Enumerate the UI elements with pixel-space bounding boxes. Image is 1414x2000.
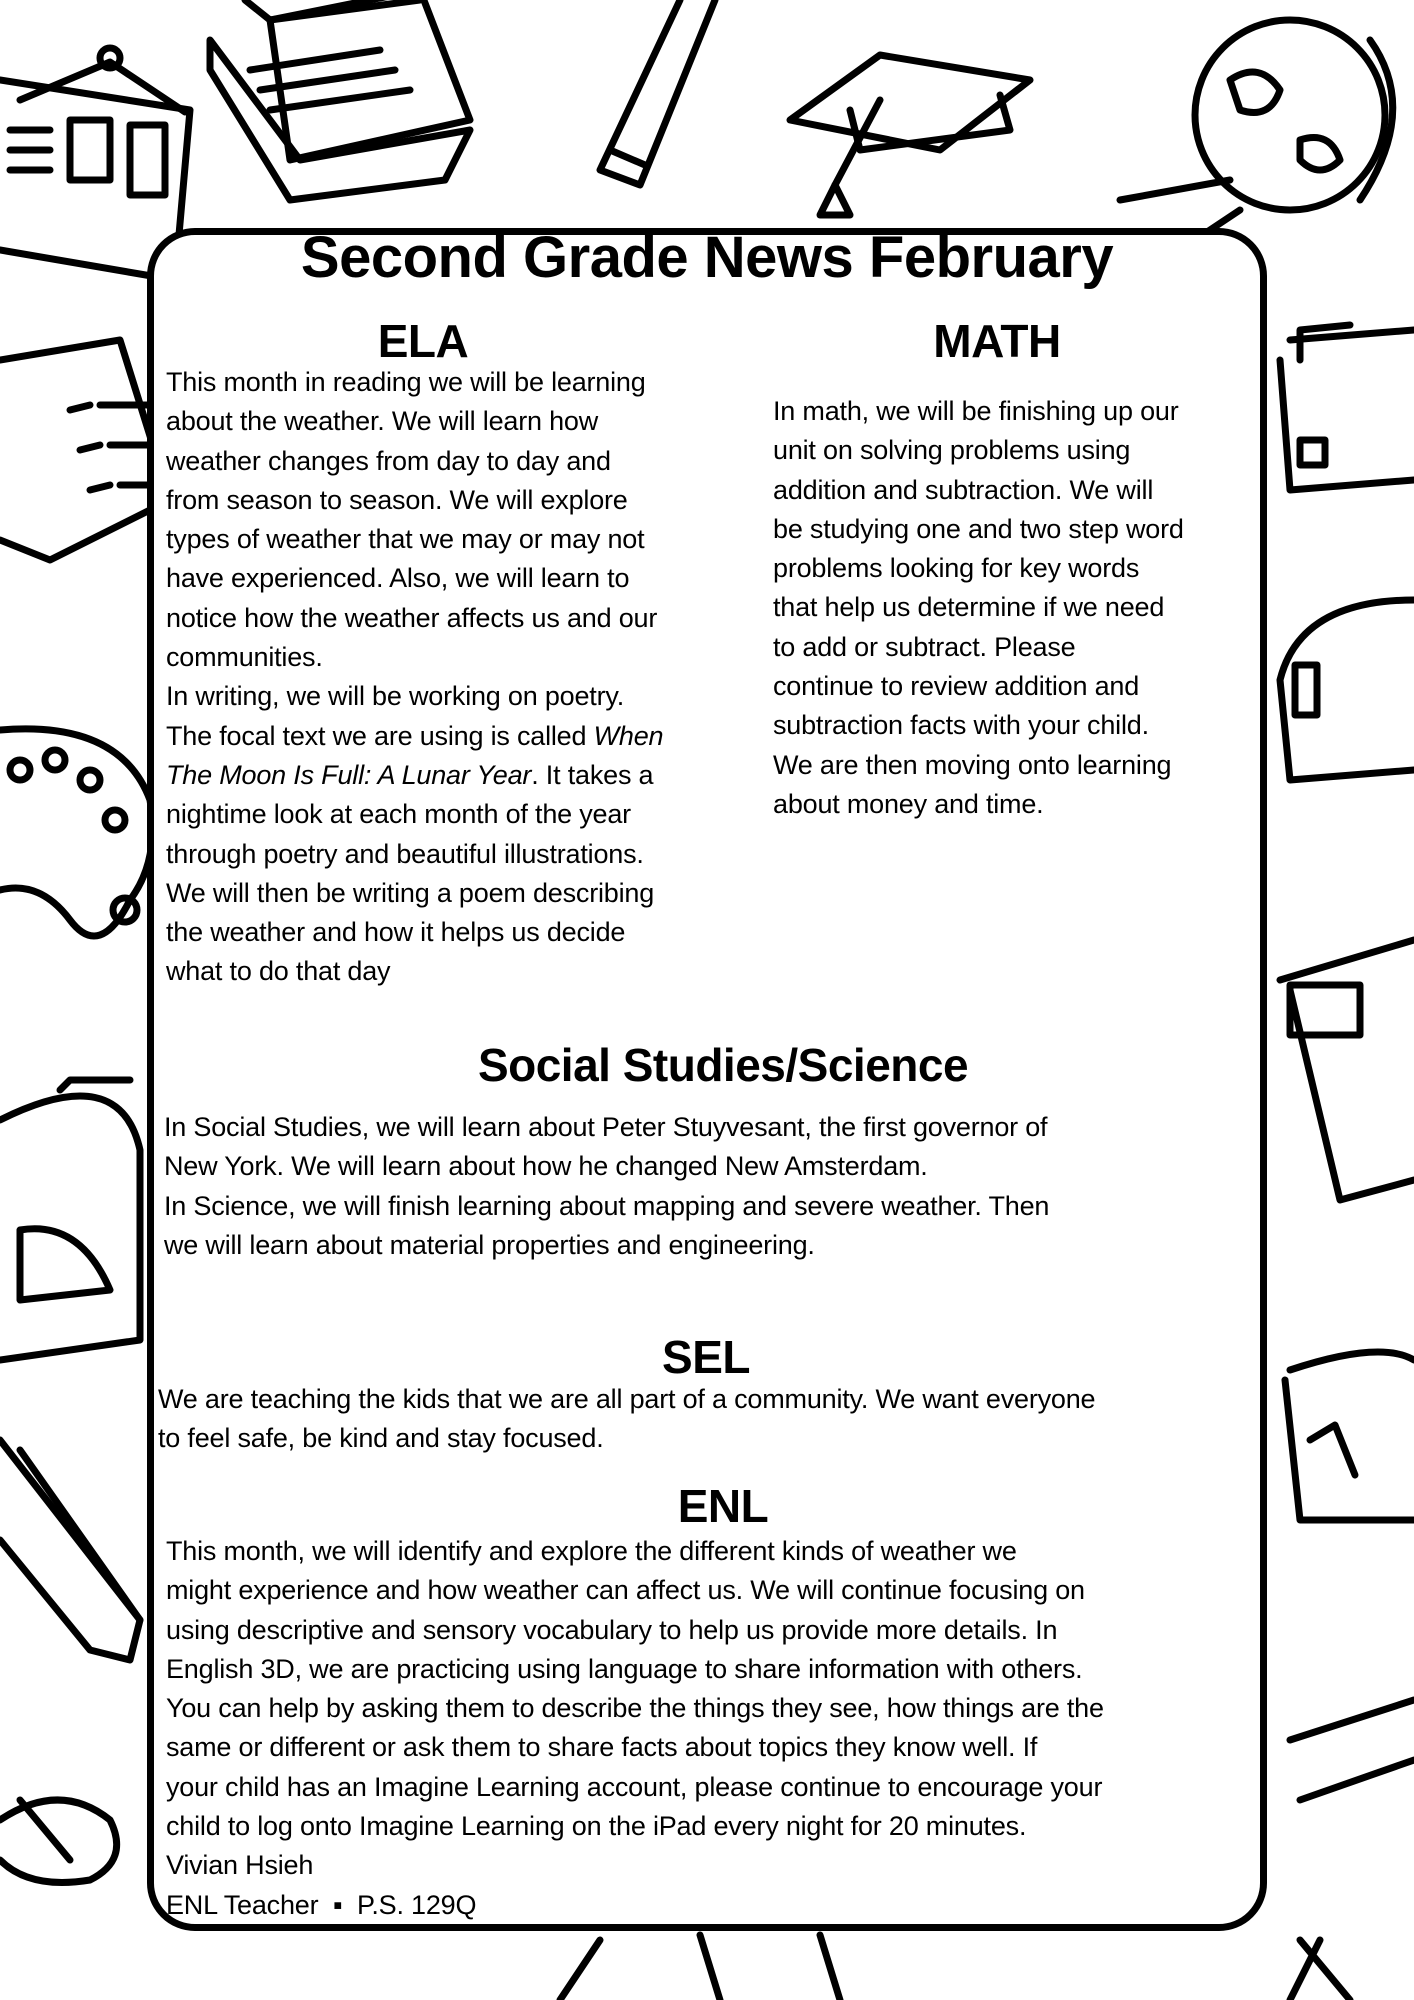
enl-line: You can help by asking them to describe the things they see, how things are the xyxy=(166,1693,1104,1724)
ela-line xyxy=(166,756,663,795)
telescope-icon xyxy=(1290,1700,1414,2000)
social-science-line: New York. We will learn about how he changed New Amsterdam. xyxy=(164,1151,928,1182)
math-line: addition and subtraction. We will xyxy=(773,474,1154,505)
enl-line: English 3D, we are practicing using language to share information with others. xyxy=(166,1653,1083,1684)
social-science-body xyxy=(164,1108,1049,1265)
laptop-icon xyxy=(210,0,470,200)
ela-line xyxy=(166,717,663,756)
math-line: be studying one and two step word xyxy=(773,513,1184,544)
ela-line: We will then be writing a poem describing xyxy=(166,877,655,908)
bullet-separator: ▪ xyxy=(333,1889,343,1920)
pencil-icon xyxy=(0,1440,140,1660)
enl-line: same or different or ask them to share facts about topics they know well. If xyxy=(166,1732,1038,1763)
math-line: to add or subtract. Please xyxy=(773,631,1076,662)
ela-line: what to do that day xyxy=(166,956,391,987)
sel-line: We are teaching the kids that we are all part of a community. We want everyone xyxy=(158,1384,1096,1414)
notebook-icon xyxy=(560,1935,840,2000)
math-line: problems looking for key words xyxy=(773,553,1140,584)
social-science-heading: Social Studies/Science xyxy=(477,1039,969,1091)
sel-line: to feel safe, be kind and stay focused. xyxy=(158,1423,604,1454)
globe-icon xyxy=(1120,20,1393,250)
social-science-line: In Social Studies, we will learn about Peter Stuyvesant, the first governor of xyxy=(164,1112,1048,1142)
book-icon xyxy=(1280,940,1414,1200)
backpack-icon xyxy=(1280,600,1414,780)
marker-icon xyxy=(600,0,715,185)
signature-name: Vivian Hsieh xyxy=(166,1850,314,1881)
enl-heading: ENL xyxy=(677,1480,769,1532)
math-line: subtraction facts with your child. xyxy=(773,710,1149,741)
social-science-line: In Science, we will finish learning about mapping and severe weather. Then xyxy=(164,1190,1050,1221)
ela-line: In writing, we will be working on poetry. xyxy=(166,681,624,712)
enl-line: your child has an Imagine Learning account, please continue to encourage your xyxy=(166,1771,1103,1802)
ela-line: nightime look at each month of the year xyxy=(166,799,631,830)
enl-line: using descriptive and sensory vocabulary to help us provide more details. In xyxy=(166,1614,1058,1645)
ela-line: notice how the weather affects us and our xyxy=(166,602,658,633)
enl-line: child to log onto Imagine Learning on the iPad every night for 20 minutes. xyxy=(166,1811,1027,1842)
ela-body xyxy=(166,363,663,992)
math-line: continue to review addition and xyxy=(773,671,1140,702)
math-line: unit on solving problems using xyxy=(773,435,1131,466)
signature-role: ENL Teacher xyxy=(166,1889,319,1920)
quiz-paper-icon xyxy=(0,340,170,560)
ela-line-text: . It takes a xyxy=(531,759,654,790)
scissors-icon xyxy=(0,1800,117,1883)
ela-line: through poetry and beautiful illustrations. xyxy=(166,838,644,869)
graduation-cap-icon xyxy=(790,55,1030,215)
math-line: that help us determine if we need xyxy=(773,592,1165,623)
social-science-line: we will learn about material properties and engineering. xyxy=(164,1229,815,1260)
book-title: The Moon Is Full: A Lunar Year xyxy=(166,759,532,790)
paint-palette-icon xyxy=(0,729,153,936)
enl-line: This month, we will identify and explore the different kinds of weather we xyxy=(166,1536,1017,1566)
ela-line: types of weather that we may or may not xyxy=(166,524,645,555)
math-line: about money and time. xyxy=(773,788,1044,819)
ela-line: about the weather. We will learn how xyxy=(166,406,599,437)
math-heading: MATH xyxy=(933,315,1061,367)
ela-heading: ELA xyxy=(377,315,469,367)
trophy-icon xyxy=(1285,1352,1414,1520)
briefcase-icon xyxy=(1280,325,1414,490)
signature-school: P.S. 129Q xyxy=(357,1889,477,1920)
ela-line-text: The focal text we are using is called xyxy=(166,720,587,751)
enl-line: might experience and how weather can affect us. We will continue focusing on xyxy=(166,1575,1085,1606)
ela-line: from season to season. We will explore xyxy=(166,484,628,515)
sel-body xyxy=(158,1380,1095,1459)
math-body xyxy=(773,392,1184,824)
signature-line xyxy=(166,1886,1104,1925)
lunchbox-icon xyxy=(0,1080,140,1360)
ela-line: weather changes from day to day and xyxy=(166,445,611,476)
math-line: In math, we will be finishing up our xyxy=(773,396,1179,426)
math-line: We are then moving onto learning xyxy=(773,749,1172,780)
sel-heading: SEL xyxy=(662,1331,750,1383)
ela-line: This month in reading we will be learning xyxy=(166,367,646,397)
book-title: When xyxy=(593,720,664,751)
enl-body xyxy=(166,1532,1104,1925)
page-title: Second Grade News February xyxy=(300,225,1114,290)
ela-line: the weather and how it helps us decide xyxy=(166,917,626,948)
ela-line: have experienced. Also, we will learn to xyxy=(166,563,630,594)
ela-line: communities. xyxy=(166,642,323,673)
